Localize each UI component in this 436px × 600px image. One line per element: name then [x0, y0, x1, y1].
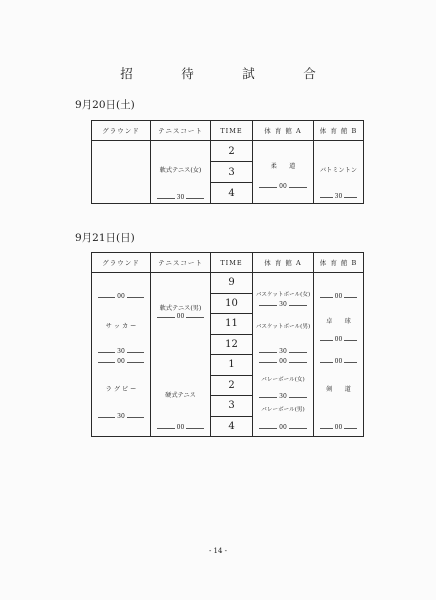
day2-time-slot: 4	[211, 416, 253, 437]
day2-time-slot: 10	[211, 293, 253, 314]
day1-time-slot: 3	[211, 162, 253, 183]
day2-time-slot: 2	[211, 375, 253, 396]
header-tennis-court: テニスコート	[151, 121, 211, 141]
header-ground: グラウンド	[92, 121, 151, 141]
day2-ground-event-soccer: サ ッ カ ー	[105, 323, 137, 330]
header-gym-a: 体 育 館 A	[253, 253, 314, 273]
day2-ground-event-rugby: ラ グ ビ ー	[105, 386, 137, 393]
day2-gym-a-tick: 30	[253, 393, 313, 400]
day2-gym-b-event-kendo: 剣 道	[326, 386, 351, 393]
day2-gym-a-event: バスケットボール(男)	[255, 324, 311, 330]
day2-gym-a-event: バスケットボール(女)	[255, 292, 311, 298]
day2-time-slot: 9	[211, 273, 253, 294]
day2-time-slot: 11	[211, 314, 253, 335]
day2-gym-a-event: バレーボール(男)	[261, 407, 305, 413]
day2-schedule-table	[91, 252, 364, 437]
day2-gym-a-tick: 30	[253, 301, 313, 308]
day1-gym-a-tick: 00	[253, 183, 313, 190]
day2-gym-a-cell	[253, 273, 314, 437]
day1-gym-a-cell	[253, 141, 314, 204]
header-time: TIME	[211, 253, 253, 273]
day2-tennis-event-hard: 硬式テニス	[165, 392, 196, 399]
day2-time-slot: 3	[211, 396, 253, 417]
day2-gym-b-tick: 00	[314, 358, 363, 365]
day1-ground-cell	[92, 141, 151, 204]
day1-gym-b-tick: 30	[314, 193, 363, 200]
header-time: TIME	[211, 121, 253, 141]
day2-tennis-cell	[151, 273, 211, 437]
day2-ground-tick: 30	[92, 413, 150, 420]
page-title: 招 待 試 合	[120, 66, 334, 81]
day2-gym-a-event: バレーボール(女)	[261, 377, 305, 383]
day1-time-slot: 4	[211, 183, 253, 204]
day2-time-slot: 1	[211, 355, 253, 376]
day2-ground-tick: 30	[92, 348, 150, 355]
day1-tennis-cell	[151, 141, 211, 204]
day2-date: 9月21日(日)	[75, 232, 135, 244]
day1-tennis-tick: 30	[151, 194, 210, 201]
day1-header-row	[92, 121, 364, 141]
day2-gym-b-cell	[314, 273, 364, 437]
header-tennis-court: テニスコート	[151, 253, 211, 273]
header-gym-a: 体 育 館 A	[253, 121, 314, 141]
day2-time-slot: 12	[211, 334, 253, 355]
day1-time-slot: 2	[211, 141, 253, 162]
day1-gym-a-event: 柔 道	[270, 163, 296, 170]
day2-header-row	[92, 253, 364, 273]
page-number: - 14 -	[208, 547, 228, 555]
day1-tennis-event: 軟式テニス(女)	[159, 167, 202, 174]
header-ground: グラウンド	[92, 253, 151, 273]
day2-ground-tick: 00	[92, 293, 150, 300]
day1-date: 9月20日(土)	[75, 99, 135, 111]
day2-gym-a-tick: 00	[253, 358, 313, 365]
day2-tennis-event-soft: 軟式テニス(男)	[159, 305, 202, 312]
day1-gym-b-cell	[314, 141, 364, 204]
header-gym-b: 体 育 館 B	[314, 253, 364, 273]
day2-gym-b-tick: 00	[314, 336, 363, 343]
day1-gym-b-event: バトミントン	[319, 167, 357, 174]
day2-ground-cell	[92, 273, 151, 437]
day2-gym-a-tick: 00	[253, 424, 313, 431]
day1-schedule-table	[91, 120, 364, 204]
day2-tennis-tick: 00	[151, 424, 210, 431]
day2-gym-b-tick: 00	[314, 293, 363, 300]
day2-gym-b-tick: 00	[314, 424, 363, 431]
day2-ground-tick: 00	[92, 358, 150, 365]
day2-gym-a-tick: 30	[253, 348, 313, 355]
day2-gym-b-event-table-tennis: 卓 球	[326, 318, 351, 325]
header-gym-b: 体 育 館 B	[314, 121, 364, 141]
day2-tennis-tick: 00	[151, 313, 210, 320]
